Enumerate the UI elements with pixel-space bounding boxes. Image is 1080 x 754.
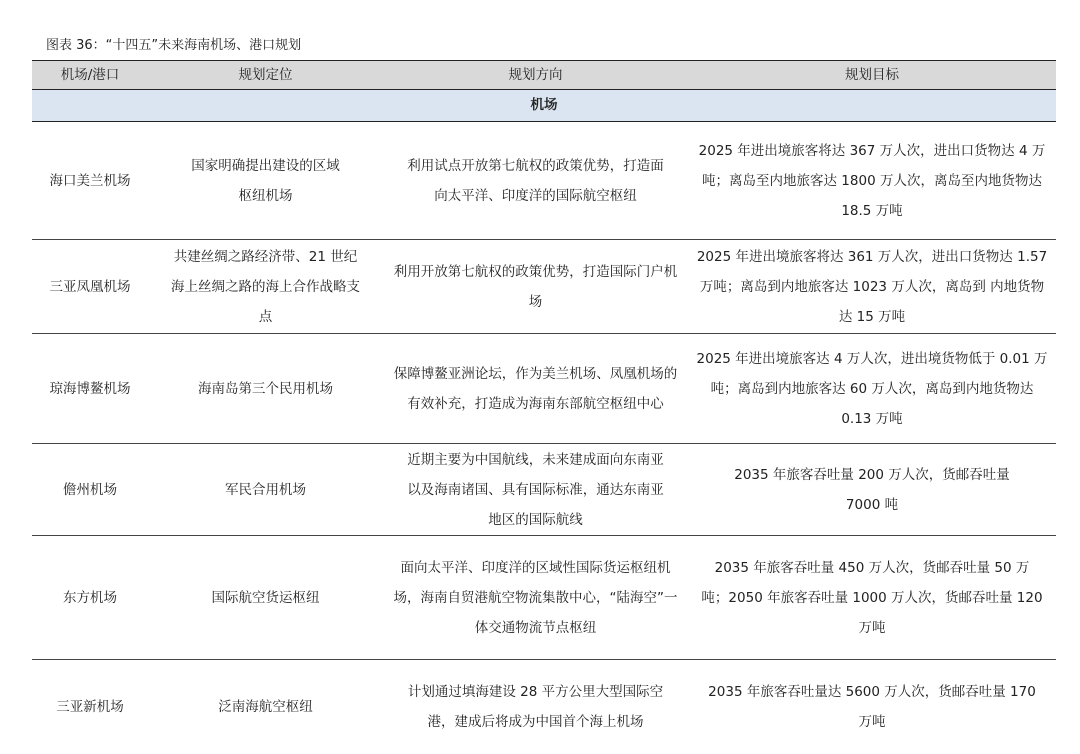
airport-positioning: 海南岛第三个民用机场	[148, 334, 383, 444]
airport-direction: 利用开放第七航权的政策优势，打造国际门户机场	[383, 240, 688, 334]
planning-table	[32, 60, 1056, 754]
airport-target: 2025 年进出境旅客达 4 万人次，进出境货物低于 0.01 万吨；离岛到内地旅客达 60 万人次，离岛到内地货物达 0.13 万吨	[688, 334, 1056, 444]
airport-name: 三亚凤凰机场	[32, 240, 148, 334]
airport-name: 东方机场	[32, 536, 148, 660]
airport-name: 海口美兰机场	[32, 122, 148, 240]
airport-target: 2035 年旅客吞吐量 450 万人次，货邮吞吐量 50 万 吨；2050 年旅客吞吐量 1000 万人次，货邮吞吐量 120 万吨	[688, 536, 1056, 660]
table-row	[32, 334, 1056, 444]
airport-positioning: 泛南海航空枢纽	[218, 698, 313, 715]
table-row	[32, 240, 1056, 334]
airport-name: 三亚新机场	[56, 698, 124, 715]
header-direction: 规划方向	[383, 61, 688, 90]
airport-target: 2035 年旅客吞吐量 200 万人次，货邮吞吐量 7000 吨	[688, 444, 1056, 536]
airport-direction: 保障博鳌亚洲论坛，作为美兰机场、凤凰机场的有效补充，打造成为海南东部航空枢纽中心	[383, 334, 688, 444]
airport-direction: 近期主要为中国航线，未来建成面向东南亚以及海南诸国、具有国际标准，通达东南亚地区的国际航线	[383, 444, 688, 536]
table-row	[32, 660, 1056, 754]
airport-positioning: 国家明确提出建设的区域枢纽机场	[148, 122, 383, 240]
airport-name: 儋州机场	[32, 444, 148, 536]
airport-positioning: 国际航空货运枢纽	[148, 536, 383, 660]
airport-positioning: 共建丝绸之路经济带、21 世纪海上丝绸之路的海上合作战略支点	[148, 240, 383, 334]
table-row	[32, 122, 1056, 240]
airport-direction: 利用试点开放第七航权的政策优势，打造面向太平洋、印度洋的国际航空枢纽	[383, 122, 688, 240]
airport-positioning: 军民合用机场	[148, 444, 383, 536]
airport-target: 2025 年进出境旅客将达 361 万人次，进出口货物达 1.57 万吨；离岛到内地旅客达 1023 万人次，离岛到 内地货物达 15 万吨	[688, 240, 1056, 334]
table-header	[32, 61, 1056, 90]
airport-target: 2025 年进出境旅客将达 367 万人次，进出口货物达 4 万吨；离岛至内地旅客达 1800 万人次，离岛至内地货物达 18.5 万吨	[688, 122, 1056, 240]
airport-target: 2035 年旅客吞吐量达 5600 万人次，货邮吞吐量 170 万吨	[708, 683, 1036, 730]
header-airport-port: 机场/港口	[32, 61, 148, 90]
airport-direction: 面向太平洋、印度洋的区域性国际货运枢纽机场，海南自贸港航空物流集散中心，“陆海空”一体交通物流节点枢纽	[383, 536, 688, 660]
figure-caption: 图表 36：“十四五”未来海南机场、港口规划	[46, 38, 302, 53]
airport-name: 琼海博鳌机场	[32, 334, 148, 444]
table-row	[32, 536, 1056, 660]
section-row	[32, 90, 1056, 122]
airport-direction: 计划通过填海建设 28 平方公里大型国际空港，建成后将成为中国首个海上机场	[407, 683, 664, 730]
table-row	[32, 444, 1056, 536]
header-target: 规划目标	[688, 61, 1056, 90]
section-title: 机场	[32, 90, 1056, 122]
header-positioning: 规划定位	[148, 61, 383, 90]
